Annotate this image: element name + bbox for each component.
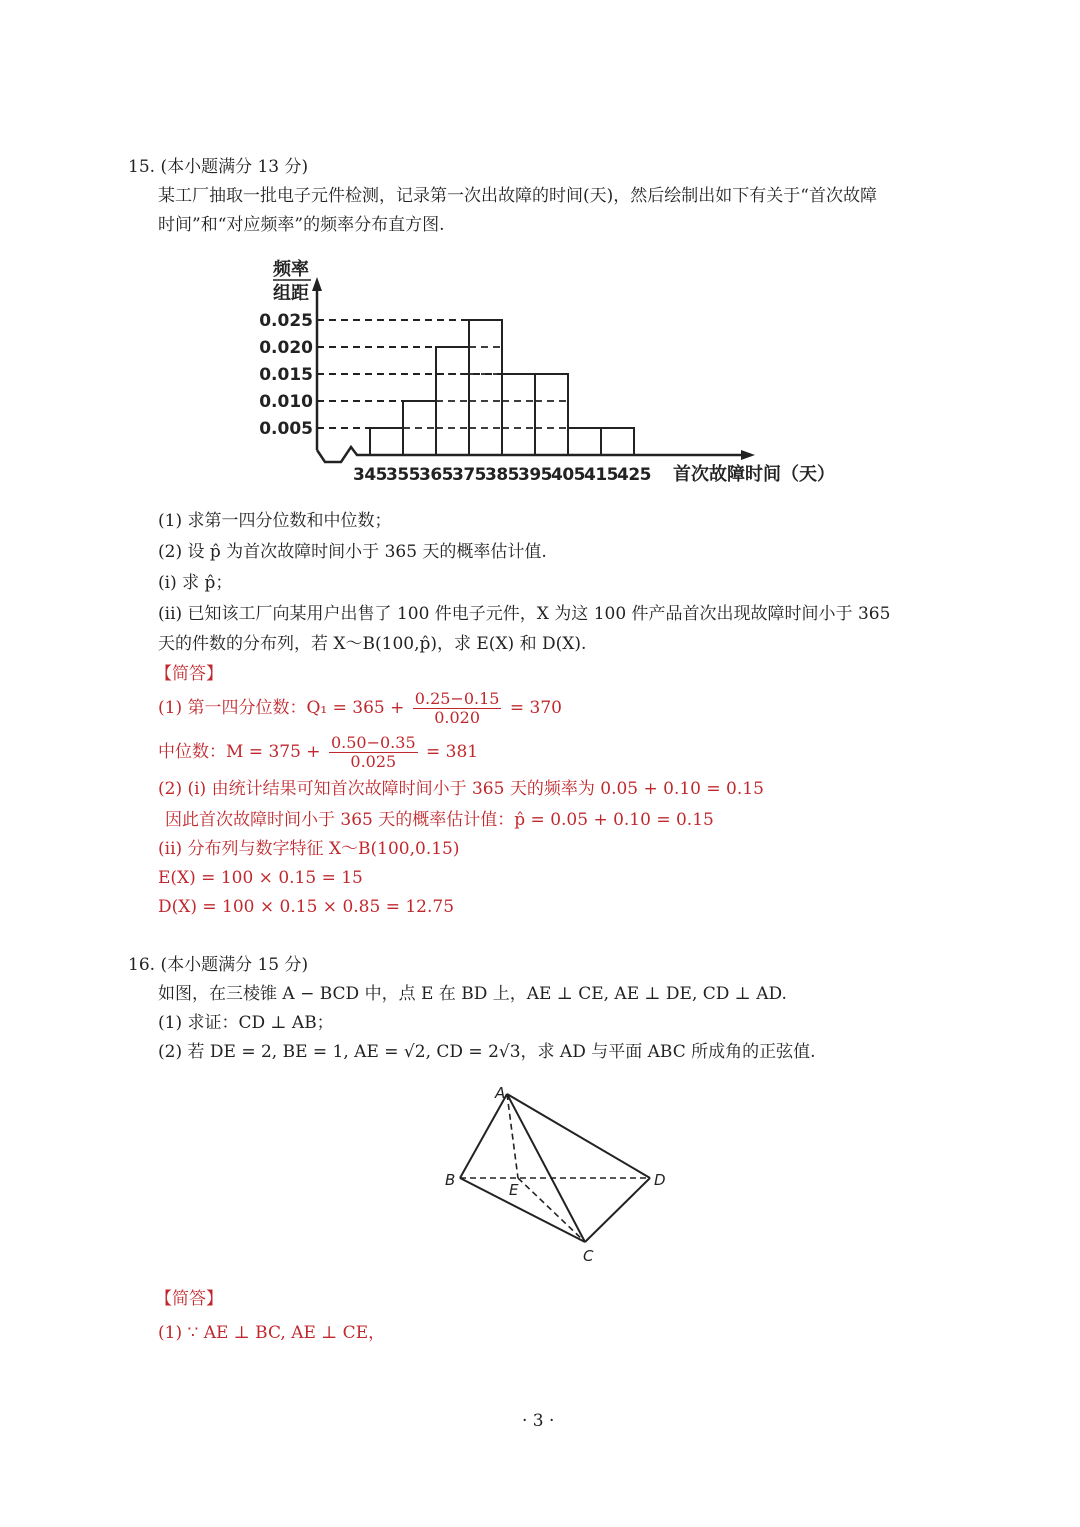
quartile-denominator: 0.020 [434,708,481,727]
q15-sub2i: (i) 求 p̂； [158,573,233,593]
q15-answer-line7: D(X) = 100 × 0.15 × 0.85 = 12.75 [158,897,455,917]
quartile-prefix: (1) 第一四分位数：Q₁ = 365 + [158,698,405,718]
x-axis-arrow [741,450,755,460]
frequency-histogram [255,255,865,495]
q15-answer-line6: E(X) = 100 × 0.15 = 15 [158,868,363,888]
x-tick-label: 385 [485,465,519,485]
y-tick-label: 0.005 [259,419,313,439]
q15-intro-line1: 某工厂抽取一批电子元件检测，记录第一次出故障的时间(天)，然后绘制出如下有关于“首次故障 [158,186,877,206]
q15-intro-line2: 时间”和“对应频率”的频率分布直方图. [158,215,445,235]
edge-bc [460,1178,585,1242]
vertex-a-label: A [495,1084,506,1102]
x-tick-label: 355 [386,465,420,485]
q15-answer-line4: 因此首次故障时间小于 365 天的概率估计值：p̂ = 0.05 + 0.10 = 0.15 [165,810,714,830]
edge-cd [585,1178,650,1242]
q15-answer-quartile [158,688,562,728]
tetrahedron-diagram [440,1080,680,1265]
vertex-e-label: E [509,1181,519,1199]
q16-sub2: (2) 若 DE = 2, BE = 1, AE = √2, CD = 2√3，求 AD 与平面 ABC 所成角的正弦值. [158,1042,816,1062]
q15-header: 15. (本小题满分 13 分) [128,157,309,177]
x-tick-label: 345 [353,465,387,485]
quartile-suffix: = 370 [509,698,562,718]
q15-answer-median [158,732,478,772]
q15-answer-line5: (ii) 分布列与数字特征 X～B(100,0.15) [158,839,460,859]
edge-ae-hidden [507,1094,518,1178]
q15-answer-line3: (2) (i) 由统计结果可知首次故障时间小于 365 天的频率为 0.05 + 0.10 = 0.15 [158,779,764,799]
median-suffix: = 381 [426,742,479,762]
x-axis-label: 首次故障时间（天） [673,464,835,485]
x-tick-label: 415 [584,465,618,485]
histogram-bar [370,428,403,455]
x-tick-label: 375 [452,465,486,485]
y-tick-label: 0.015 [259,365,313,385]
q16-answer-tag: 【简答】 [155,1289,223,1309]
q16-intro: 如图，在三棱锥 A − BCD 中，点 E 在 BD 上，AE ⊥ CE, AE ⊥ DE, CD ⊥ AD. [158,984,787,1004]
histogram-bar [535,374,568,455]
histogram-bars [370,320,634,455]
q15-sub1: (1) 求第一四分位数和中位数； [158,511,392,531]
x-tick-label: 405 [551,465,585,485]
x-tick-label: 425 [617,465,651,485]
median-fraction [329,734,418,771]
x-tick-label: 365 [419,465,453,485]
y-tick-label: 0.010 [259,392,313,412]
q16-header: 16. (本小题满分 15 分) [128,955,309,975]
quartile-fraction [413,690,502,727]
y-axis-arrow [312,277,322,291]
x-tick-label: 395 [518,465,552,485]
histogram-bar [502,374,535,455]
edge-ab [460,1094,507,1178]
quartile-numerator: 0.25−0.15 [414,689,500,708]
edge-ce-hidden [518,1178,585,1242]
y-axis-label-top: 频率 [273,259,309,280]
vertex-d-label: D [654,1171,666,1189]
median-denominator: 0.025 [350,752,397,771]
median-prefix: 中位数：M = 375 + [158,742,321,762]
histogram-labels [259,258,835,485]
histogram-axes [312,277,755,462]
y-tick-label: 0.025 [259,311,313,331]
q15-answer-tag: 【简答】 [155,664,223,684]
y-axis-label-bottom: 组距 [273,283,309,304]
y-tick-label: 0.020 [259,338,313,358]
histogram-bar [469,320,502,455]
histogram-bar [601,428,634,455]
q15-sub2ii-line1: (ii) 已知该工厂向某用户出售了 100 件电子元件，X 为这 100 件产品首次出现故障时间小于 365 [158,604,891,624]
vertex-c-label: C [583,1247,594,1265]
q15-sub2: (2) 设 p̂ 为首次故障时间小于 365 天的概率估计值. [158,542,547,562]
axis-break [317,447,370,462]
vertex-b-label: B [445,1171,456,1189]
q15-sub2ii-line2: 天的件数的分布列，若 X～B(100,p̂)，求 E(X) 和 D(X). [158,634,587,654]
median-numerator: 0.50−0.35 [330,733,416,752]
histogram-bar [568,428,601,455]
q16-sub1: (1) 求证：CD ⊥ AB； [158,1013,334,1033]
page-number: · 3 · [522,1411,555,1431]
q16-answer-line1: (1) ∵ AE ⊥ BC, AE ⊥ CE， [158,1323,386,1343]
